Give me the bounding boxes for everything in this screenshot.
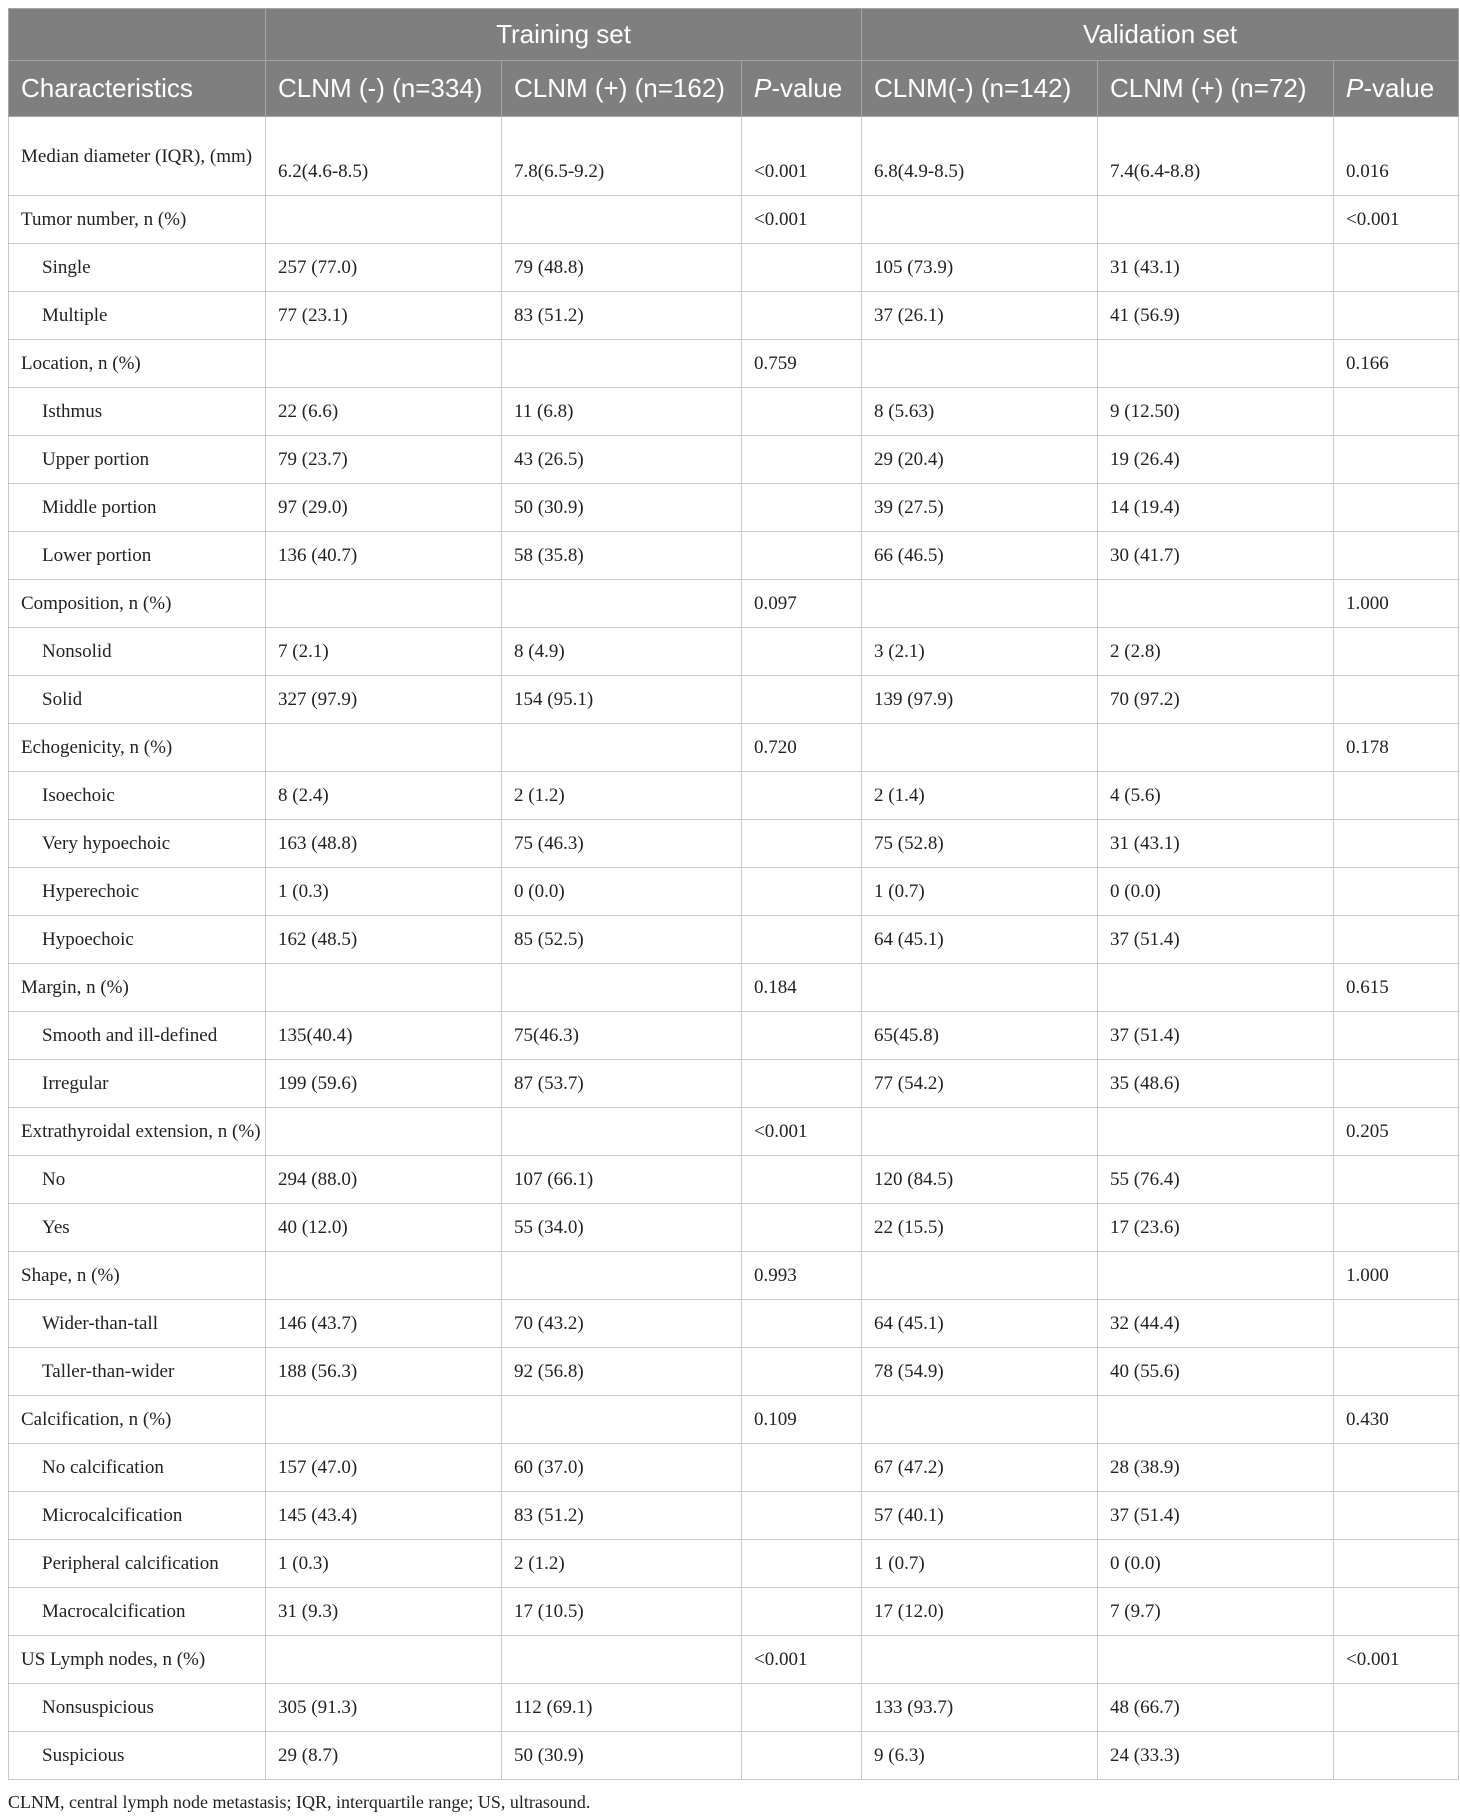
row-label-cell: Nonsolid (9, 628, 266, 676)
training-clnm-neg-cell: 199 (59.6) (266, 1060, 502, 1108)
training-p-value-cell (742, 1684, 862, 1732)
validation-clnm-pos-cell: 7 (9.7) (1098, 1588, 1334, 1636)
validation-clnm-neg-cell: 1 (0.7) (862, 1540, 1098, 1588)
validation-p-value-cell: 1.000 (1334, 580, 1459, 628)
row-label-cell: Margin, n (%) (9, 964, 266, 1012)
training-clnm-neg-cell: 157 (47.0) (266, 1444, 502, 1492)
row-label-cell: Location, n (%) (9, 340, 266, 388)
training-clnm-neg-cell: 305 (91.3) (266, 1684, 502, 1732)
training-clnm-pos-cell: 112 (69.1) (502, 1684, 742, 1732)
training-clnm-neg-cell: 257 (77.0) (266, 244, 502, 292)
validation-clnm-neg-cell: 29 (20.4) (862, 436, 1098, 484)
validation-clnm-pos-cell (1098, 1636, 1334, 1684)
table-row (9, 724, 1459, 772)
table-row (9, 292, 1459, 340)
training-clnm-pos-cell: 50 (30.9) (502, 484, 742, 532)
validation-p-value-cell: 0.016 (1334, 117, 1459, 196)
row-label-cell: Composition, n (%) (9, 580, 266, 628)
training-clnm-neg-cell: 7 (2.1) (266, 628, 502, 676)
training-p-value-cell (742, 676, 862, 724)
validation-p-value-cell: 0.166 (1334, 340, 1459, 388)
training-clnm-pos-cell: 8 (4.9) (502, 628, 742, 676)
row-label-cell: Multiple (9, 292, 266, 340)
training-clnm-pos-cell: 92 (56.8) (502, 1348, 742, 1396)
validation-clnm-neg-cell (862, 964, 1098, 1012)
validation-p-value-cell (1334, 628, 1459, 676)
training-clnm-pos-cell (502, 196, 742, 244)
validation-p-value-cell (1334, 484, 1459, 532)
training-clnm-pos-cell (502, 1108, 742, 1156)
validation-clnm-neg-cell (862, 724, 1098, 772)
validation-clnm-pos-header: CLNM (+) (n=72) (1098, 61, 1334, 117)
validation-p-value-cell: 0.178 (1334, 724, 1459, 772)
validation-clnm-pos-cell (1098, 580, 1334, 628)
table-row (9, 676, 1459, 724)
group-header-row (9, 9, 1459, 61)
p-suffix: -value (1363, 73, 1435, 103)
row-label-cell: Lower portion (9, 532, 266, 580)
table-container (8, 8, 1458, 1813)
training-p-value-cell (742, 868, 862, 916)
validation-clnm-neg-cell (862, 580, 1098, 628)
validation-clnm-neg-cell: 133 (93.7) (862, 1684, 1098, 1732)
training-clnm-pos-cell: 107 (66.1) (502, 1156, 742, 1204)
training-clnm-neg-cell (266, 1252, 502, 1300)
table-row (9, 1684, 1459, 1732)
validation-clnm-neg-cell: 57 (40.1) (862, 1492, 1098, 1540)
table-row (9, 532, 1459, 580)
table-row (9, 916, 1459, 964)
validation-clnm-neg-cell: 6.8(4.9-8.5) (862, 117, 1098, 196)
table-row (9, 1204, 1459, 1252)
validation-clnm-neg-cell: 39 (27.5) (862, 484, 1098, 532)
row-label-cell: Taller-than-wider (9, 1348, 266, 1396)
training-clnm-neg-cell (266, 1108, 502, 1156)
validation-clnm-pos-cell: 37 (51.4) (1098, 916, 1334, 964)
table-row (9, 1540, 1459, 1588)
validation-p-value-cell (1334, 532, 1459, 580)
table-row (9, 1348, 1459, 1396)
training-clnm-neg-cell: 327 (97.9) (266, 676, 502, 724)
training-clnm-neg-cell (266, 340, 502, 388)
validation-clnm-pos-cell (1098, 196, 1334, 244)
training-p-value-cell: <0.001 (742, 1108, 862, 1156)
validation-p-value-cell (1334, 1204, 1459, 1252)
characteristics-table (8, 8, 1459, 1780)
training-p-value-cell (742, 820, 862, 868)
validation-clnm-pos-cell: 28 (38.9) (1098, 1444, 1334, 1492)
validation-clnm-neg-cell: 22 (15.5) (862, 1204, 1098, 1252)
training-clnm-neg-cell: 8 (2.4) (266, 772, 502, 820)
validation-clnm-neg-cell (862, 1252, 1098, 1300)
validation-clnm-neg-cell: 2 (1.4) (862, 772, 1098, 820)
training-clnm-pos-header: CLNM (+) (n=162) (502, 61, 742, 117)
training-p-value-cell (742, 1444, 862, 1492)
validation-p-value-cell (1334, 1300, 1459, 1348)
table-row (9, 1108, 1459, 1156)
row-label-cell: Tumor number, n (%) (9, 196, 266, 244)
validation-clnm-pos-cell (1098, 964, 1334, 1012)
validation-clnm-pos-cell: 0 (0.0) (1098, 868, 1334, 916)
row-label-cell: Macrocalcification (9, 1588, 266, 1636)
training-clnm-neg-cell: 6.2(4.6-8.5) (266, 117, 502, 196)
validation-clnm-pos-cell: 37 (51.4) (1098, 1492, 1334, 1540)
validation-clnm-neg-cell (862, 1636, 1098, 1684)
table-row (9, 1444, 1459, 1492)
validation-p-value-cell (1334, 916, 1459, 964)
validation-clnm-neg-cell: 67 (47.2) (862, 1444, 1098, 1492)
training-clnm-neg-cell: 31 (9.3) (266, 1588, 502, 1636)
training-clnm-neg-cell (266, 724, 502, 772)
table-body (9, 117, 1459, 1780)
training-clnm-pos-cell (502, 724, 742, 772)
validation-clnm-pos-cell (1098, 724, 1334, 772)
training-p-value-cell (742, 1012, 862, 1060)
validation-clnm-neg-cell: 66 (46.5) (862, 532, 1098, 580)
row-label-cell: Very hypoechoic (9, 820, 266, 868)
training-clnm-pos-cell (502, 1636, 742, 1684)
validation-p-value-cell (1334, 292, 1459, 340)
table-row (9, 117, 1459, 196)
training-p-value-cell (742, 1588, 862, 1636)
row-label-cell: Upper portion (9, 436, 266, 484)
training-clnm-pos-cell: 0 (0.0) (502, 868, 742, 916)
validation-p-value-cell (1334, 388, 1459, 436)
validation-clnm-neg-cell: 65(45.8) (862, 1012, 1098, 1060)
validation-p-value-cell (1334, 1156, 1459, 1204)
training-p-value-cell (742, 1492, 862, 1540)
table-row (9, 1060, 1459, 1108)
training-clnm-neg-cell: 29 (8.7) (266, 1732, 502, 1780)
validation-p-value-cell (1334, 676, 1459, 724)
training-clnm-pos-cell: 154 (95.1) (502, 676, 742, 724)
row-label-cell: Wider-than-tall (9, 1300, 266, 1348)
table-row (9, 1300, 1459, 1348)
validation-clnm-pos-cell: 48 (66.7) (1098, 1684, 1334, 1732)
row-label-cell: Extrathyroidal extension, n (%) (9, 1108, 266, 1156)
column-header-row (9, 61, 1459, 117)
training-clnm-pos-cell: 75(46.3) (502, 1012, 742, 1060)
training-clnm-pos-cell: 11 (6.8) (502, 388, 742, 436)
row-label-cell: Median diameter (IQR), (mm) (9, 117, 266, 196)
validation-p-value-cell (1334, 868, 1459, 916)
validation-clnm-pos-cell: 2 (2.8) (1098, 628, 1334, 676)
validation-clnm-neg-cell: 120 (84.5) (862, 1156, 1098, 1204)
row-label-cell: Isthmus (9, 388, 266, 436)
row-label-cell: No calcification (9, 1444, 266, 1492)
training-clnm-pos-cell: 2 (1.2) (502, 772, 742, 820)
validation-clnm-pos-cell: 37 (51.4) (1098, 1012, 1334, 1060)
validation-p-value-header (1334, 61, 1459, 117)
training-clnm-neg-cell: 162 (48.5) (266, 916, 502, 964)
validation-clnm-neg-cell (862, 1108, 1098, 1156)
training-clnm-pos-cell: 87 (53.7) (502, 1060, 742, 1108)
training-clnm-pos-cell: 75 (46.3) (502, 820, 742, 868)
training-p-value-cell (742, 1348, 862, 1396)
training-p-value-cell (742, 628, 862, 676)
training-clnm-neg-cell: 1 (0.3) (266, 1540, 502, 1588)
validation-clnm-neg-cell: 105 (73.9) (862, 244, 1098, 292)
validation-clnm-pos-cell (1098, 1252, 1334, 1300)
row-label-cell: Calcification, n (%) (9, 1396, 266, 1444)
table-row (9, 964, 1459, 1012)
validation-p-value-cell: 0.205 (1334, 1108, 1459, 1156)
validation-clnm-neg-cell: 77 (54.2) (862, 1060, 1098, 1108)
validation-clnm-pos-cell (1098, 1396, 1334, 1444)
validation-p-value-cell (1334, 1684, 1459, 1732)
table-row (9, 868, 1459, 916)
validation-clnm-pos-cell: 32 (44.4) (1098, 1300, 1334, 1348)
validation-p-value-cell: <0.001 (1334, 196, 1459, 244)
group-header-blank (9, 9, 266, 61)
row-label-cell: US Lymph nodes, n (%) (9, 1636, 266, 1684)
table-row (9, 1012, 1459, 1060)
training-p-value-cell (742, 484, 862, 532)
row-label-cell: Single (9, 244, 266, 292)
validation-clnm-neg-header: CLNM(-) (n=142) (862, 61, 1098, 117)
table-footnote: CLNM, central lymph node metastasis; IQR, interquartile range; US, ultrasound. (8, 1792, 591, 1812)
validation-clnm-neg-cell: 139 (97.9) (862, 676, 1098, 724)
training-p-value-cell (742, 1300, 862, 1348)
validation-clnm-pos-cell: 55 (76.4) (1098, 1156, 1334, 1204)
training-clnm-pos-cell: 83 (51.2) (502, 1492, 742, 1540)
table-row (9, 1636, 1459, 1684)
p-letter: P (754, 73, 772, 103)
characteristics-header: Characteristics (9, 61, 266, 117)
validation-clnm-pos-cell: 41 (56.9) (1098, 292, 1334, 340)
validation-p-value-cell (1334, 244, 1459, 292)
training-clnm-neg-cell (266, 964, 502, 1012)
validation-clnm-pos-cell: 30 (41.7) (1098, 532, 1334, 580)
validation-clnm-neg-cell: 75 (52.8) (862, 820, 1098, 868)
training-p-value-cell (742, 436, 862, 484)
validation-p-value-cell: 0.615 (1334, 964, 1459, 1012)
training-p-value-header (742, 61, 862, 117)
validation-p-value-cell (1334, 820, 1459, 868)
training-clnm-pos-cell: 70 (43.2) (502, 1300, 742, 1348)
validation-clnm-pos-cell: 31 (43.1) (1098, 244, 1334, 292)
validation-clnm-pos-cell: 9 (12.50) (1098, 388, 1334, 436)
row-label-cell: Yes (9, 1204, 266, 1252)
validation-clnm-pos-cell: 14 (19.4) (1098, 484, 1334, 532)
training-clnm-neg-cell: 146 (43.7) (266, 1300, 502, 1348)
training-clnm-pos-cell (502, 964, 742, 1012)
training-p-value-cell (742, 292, 862, 340)
validation-clnm-neg-cell: 3 (2.1) (862, 628, 1098, 676)
training-clnm-pos-cell: 83 (51.2) (502, 292, 742, 340)
training-clnm-neg-cell: 163 (48.8) (266, 820, 502, 868)
validation-clnm-pos-cell: 24 (33.3) (1098, 1732, 1334, 1780)
validation-clnm-pos-cell: 40 (55.6) (1098, 1348, 1334, 1396)
validation-clnm-neg-cell (862, 196, 1098, 244)
row-label-cell: Isoechoic (9, 772, 266, 820)
training-clnm-neg-cell: 294 (88.0) (266, 1156, 502, 1204)
validation-p-value-cell (1334, 772, 1459, 820)
table-row (9, 1588, 1459, 1636)
training-p-value-cell: 0.759 (742, 340, 862, 388)
training-clnm-neg-cell: 22 (6.6) (266, 388, 502, 436)
training-clnm-neg-cell: 145 (43.4) (266, 1492, 502, 1540)
training-clnm-pos-cell (502, 580, 742, 628)
validation-clnm-pos-cell: 7.4(6.4-8.8) (1098, 117, 1334, 196)
table-row (9, 340, 1459, 388)
validation-p-value-cell: 0.430 (1334, 1396, 1459, 1444)
table-row (9, 196, 1459, 244)
training-clnm-pos-cell (502, 1252, 742, 1300)
validation-clnm-neg-cell (862, 1396, 1098, 1444)
validation-clnm-neg-cell: 78 (54.9) (862, 1348, 1098, 1396)
row-label-cell: Smooth and ill-defined (9, 1012, 266, 1060)
training-p-value-cell (742, 1204, 862, 1252)
validation-p-value-cell (1334, 1348, 1459, 1396)
training-clnm-neg-cell (266, 1396, 502, 1444)
table-row (9, 1732, 1459, 1780)
validation-clnm-pos-cell: 19 (26.4) (1098, 436, 1334, 484)
row-label-cell: Peripheral calcification (9, 1540, 266, 1588)
training-p-value-cell (742, 388, 862, 436)
training-clnm-pos-cell (502, 340, 742, 388)
p-letter: P (1346, 73, 1364, 103)
training-p-value-cell: 0.109 (742, 1396, 862, 1444)
p-suffix: -value (771, 73, 843, 103)
validation-clnm-pos-cell: 35 (48.6) (1098, 1060, 1334, 1108)
validation-clnm-neg-cell: 64 (45.1) (862, 1300, 1098, 1348)
validation-p-value-cell (1334, 1012, 1459, 1060)
row-label-cell: Suspicious (9, 1732, 266, 1780)
validation-clnm-pos-cell: 0 (0.0) (1098, 1540, 1334, 1588)
training-clnm-neg-cell (266, 196, 502, 244)
table-row (9, 628, 1459, 676)
validation-p-value-cell: 1.000 (1334, 1252, 1459, 1300)
training-clnm-pos-cell: 55 (34.0) (502, 1204, 742, 1252)
row-label-cell: Middle portion (9, 484, 266, 532)
validation-clnm-neg-cell: 8 (5.63) (862, 388, 1098, 436)
row-label-cell: Hyperechoic (9, 868, 266, 916)
training-clnm-neg-cell: 135(40.4) (266, 1012, 502, 1060)
training-clnm-pos-cell: 2 (1.2) (502, 1540, 742, 1588)
training-p-value-cell: <0.001 (742, 117, 862, 196)
training-clnm-neg-cell: 77 (23.1) (266, 292, 502, 340)
training-clnm-pos-cell: 7.8(6.5-9.2) (502, 117, 742, 196)
training-p-value-cell (742, 772, 862, 820)
training-p-value-cell (742, 244, 862, 292)
table-row (9, 436, 1459, 484)
training-p-value-cell (742, 1156, 862, 1204)
training-p-value-cell (742, 532, 862, 580)
table-row (9, 1492, 1459, 1540)
validation-clnm-pos-cell: 17 (23.6) (1098, 1204, 1334, 1252)
training-p-value-cell: 0.993 (742, 1252, 862, 1300)
validation-clnm-neg-cell: 1 (0.7) (862, 868, 1098, 916)
training-clnm-pos-cell: 43 (26.5) (502, 436, 742, 484)
validation-clnm-neg-cell: 17 (12.0) (862, 1588, 1098, 1636)
validation-p-value-cell (1334, 1444, 1459, 1492)
training-p-value-cell (742, 1540, 862, 1588)
validation-p-value-cell (1334, 1492, 1459, 1540)
validation-clnm-neg-cell: 9 (6.3) (862, 1732, 1098, 1780)
training-clnm-neg-header: CLNM (-) (n=334) (266, 61, 502, 117)
table-row (9, 772, 1459, 820)
training-clnm-pos-cell (502, 1396, 742, 1444)
table-row (9, 484, 1459, 532)
training-p-value-cell: <0.001 (742, 196, 862, 244)
table-row (9, 580, 1459, 628)
validation-p-value-cell (1334, 1060, 1459, 1108)
training-clnm-neg-cell (266, 580, 502, 628)
training-p-value-cell: <0.001 (742, 1636, 862, 1684)
row-label-cell: Echogenicity, n (%) (9, 724, 266, 772)
training-clnm-pos-cell: 79 (48.8) (502, 244, 742, 292)
training-clnm-neg-cell: 188 (56.3) (266, 1348, 502, 1396)
validation-clnm-pos-cell: 4 (5.6) (1098, 772, 1334, 820)
training-p-value-cell: 0.184 (742, 964, 862, 1012)
row-label-cell: Shape, n (%) (9, 1252, 266, 1300)
training-clnm-pos-cell: 85 (52.5) (502, 916, 742, 964)
training-p-value-cell (742, 1732, 862, 1780)
training-clnm-pos-cell: 50 (30.9) (502, 1732, 742, 1780)
validation-p-value-cell (1334, 1588, 1459, 1636)
validation-clnm-pos-cell (1098, 340, 1334, 388)
table-row (9, 820, 1459, 868)
row-label-cell: Hypoechoic (9, 916, 266, 964)
row-label-cell: Microcalcification (9, 1492, 266, 1540)
training-clnm-neg-cell: 79 (23.7) (266, 436, 502, 484)
validation-set-header: Validation set (862, 9, 1459, 61)
training-clnm-neg-cell (266, 1636, 502, 1684)
validation-p-value-cell (1334, 1732, 1459, 1780)
training-p-value-cell (742, 1060, 862, 1108)
training-clnm-neg-cell: 136 (40.7) (266, 532, 502, 580)
validation-p-value-cell: <0.001 (1334, 1636, 1459, 1684)
training-clnm-pos-cell: 60 (37.0) (502, 1444, 742, 1492)
training-clnm-pos-cell: 58 (35.8) (502, 532, 742, 580)
table-row (9, 1156, 1459, 1204)
validation-clnm-pos-cell: 31 (43.1) (1098, 820, 1334, 868)
training-clnm-neg-cell: 40 (12.0) (266, 1204, 502, 1252)
training-p-value-cell: 0.097 (742, 580, 862, 628)
training-set-header: Training set (266, 9, 862, 61)
validation-p-value-cell (1334, 1540, 1459, 1588)
table-row (9, 1396, 1459, 1444)
training-clnm-neg-cell: 1 (0.3) (266, 868, 502, 916)
training-p-value-cell (742, 916, 862, 964)
validation-clnm-pos-cell (1098, 1108, 1334, 1156)
table-row (9, 388, 1459, 436)
row-label-cell: Irregular (9, 1060, 266, 1108)
training-clnm-pos-cell: 17 (10.5) (502, 1588, 742, 1636)
row-label-cell: No (9, 1156, 266, 1204)
table-row (9, 1252, 1459, 1300)
validation-clnm-neg-cell: 37 (26.1) (862, 292, 1098, 340)
validation-clnm-neg-cell (862, 340, 1098, 388)
validation-clnm-neg-cell: 64 (45.1) (862, 916, 1098, 964)
training-clnm-neg-cell: 97 (29.0) (266, 484, 502, 532)
validation-clnm-pos-cell: 70 (97.2) (1098, 676, 1334, 724)
training-p-value-cell: 0.720 (742, 724, 862, 772)
validation-p-value-cell (1334, 436, 1459, 484)
row-label-cell: Solid (9, 676, 266, 724)
table-row (9, 244, 1459, 292)
row-label-cell: Nonsuspicious (9, 1684, 266, 1732)
